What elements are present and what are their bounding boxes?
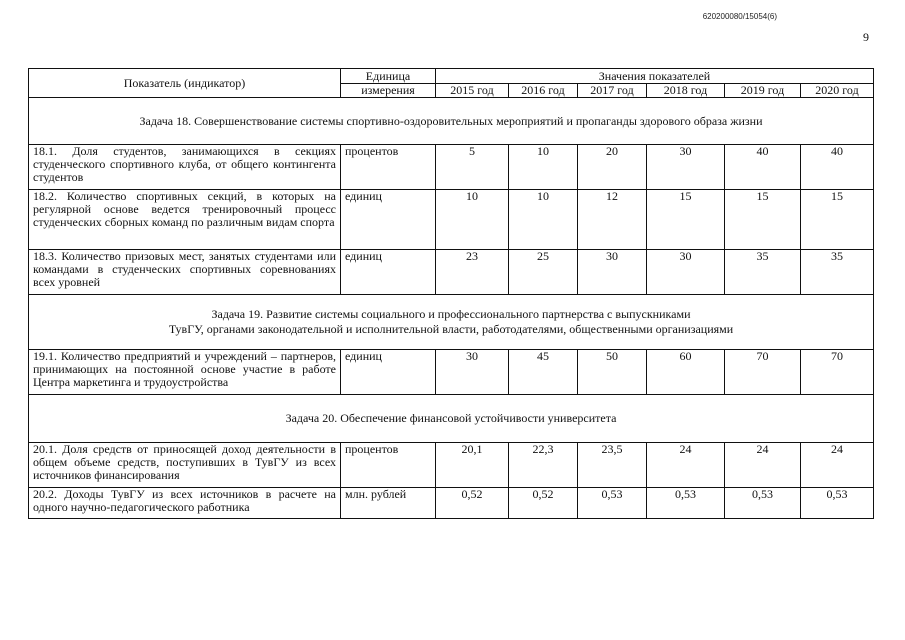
- unit-cell: млн. рублей: [341, 488, 436, 519]
- header-unit-line2: измерения: [341, 84, 436, 98]
- value-cell: 70: [725, 350, 801, 395]
- value-cell: 15: [801, 190, 874, 250]
- value-cell: 40: [725, 145, 801, 190]
- value-cell: 15: [725, 190, 801, 250]
- unit-cell: процентов: [341, 443, 436, 488]
- unit-cell: единиц: [341, 350, 436, 395]
- unit-cell: единиц: [341, 250, 436, 295]
- unit-cell: процентов: [341, 145, 436, 190]
- value-cell: 24: [801, 443, 874, 488]
- value-cell: 30: [647, 145, 725, 190]
- value-cell: 10: [436, 190, 509, 250]
- header-year: 2015 год: [436, 84, 509, 98]
- value-cell: 40: [801, 145, 874, 190]
- task-heading-line: Задача 19. Развитие системы социального и профессионального партнерства с выпускниками: [211, 307, 691, 321]
- header-unit-line1: Единица: [341, 69, 436, 84]
- value-cell: 10: [509, 190, 578, 250]
- indicator-cell: 18.3. Количество призовых мест, занятых студентами или командами в студенческих спортивных соревнованиях всех уровней: [29, 250, 341, 295]
- value-cell: 20,1: [436, 443, 509, 488]
- value-cell: 12: [578, 190, 647, 250]
- header-year: 2017 год: [578, 84, 647, 98]
- table-row: [29, 443, 874, 488]
- indicator-cell: 20.1. Доля средств от приносящей доход деятельности в общем объеме средств, поступивших в ТувГУ из всех источников финансирования: [29, 443, 341, 488]
- value-cell: 5: [436, 145, 509, 190]
- indicator-cell: 20.2. Доходы ТувГУ из всех источников в расчете на одного научно-педагогического работника: [29, 488, 341, 519]
- value-cell: 50: [578, 350, 647, 395]
- value-cell: 25: [509, 250, 578, 295]
- indicator-cell: 18.2. Количество спортивных секций, в которых на регулярной основе ведется тренировочный процесс студенческих сборных команд по различным видам спорта: [29, 190, 341, 250]
- table-row: [29, 350, 874, 395]
- value-cell: 23: [436, 250, 509, 295]
- table-row: [29, 145, 874, 190]
- table-row: [29, 190, 874, 250]
- indicator-cell: 18.1. Доля студентов, занимающихся в секциях студенческого спортивного клуба, от общего контингента студентов: [29, 145, 341, 190]
- value-cell: 0,52: [436, 488, 509, 519]
- header-year: 2018 год: [647, 84, 725, 98]
- task-heading: [29, 98, 874, 145]
- value-cell: 20: [578, 145, 647, 190]
- value-cell: 15: [647, 190, 725, 250]
- task-heading-line: Задача 20. Обеспечение финансовой устойчивости университета: [285, 411, 617, 425]
- value-cell: 23,5: [578, 443, 647, 488]
- document-id: 620200080/15054(6): [702, 12, 777, 21]
- value-cell: 30: [578, 250, 647, 295]
- header-values: Значения показателей: [436, 69, 874, 84]
- unit-cell: единиц: [341, 190, 436, 250]
- value-cell: 0,52: [509, 488, 578, 519]
- header-indicator: Показатель (индикатор): [29, 69, 341, 98]
- value-cell: 45: [509, 350, 578, 395]
- header-year: 2016 год: [509, 84, 578, 98]
- task-heading: [29, 295, 874, 350]
- indicator-cell: 19.1. Количество предприятий и учреждений – партнеров, принимающих на постоянной основе участие в работе Центра маркетинга и трудоустройства: [29, 350, 341, 395]
- indicators-table: [28, 68, 874, 519]
- value-cell: 24: [647, 443, 725, 488]
- value-cell: 35: [801, 250, 874, 295]
- value-cell: 35: [725, 250, 801, 295]
- task-heading-line: Задача 18. Совершенствование системы спортивно-оздоровительных мероприятий и пропаганды здорового образа жизни: [139, 113, 763, 128]
- value-cell: 24: [725, 443, 801, 488]
- value-cell: 22,3: [509, 443, 578, 488]
- value-cell: 60: [647, 350, 725, 395]
- header-year: 2020 год: [801, 84, 874, 98]
- value-cell: 0,53: [801, 488, 874, 519]
- value-cell: 0,53: [578, 488, 647, 519]
- table-row: [29, 250, 874, 295]
- task-heading-line: ТувГУ, органами законодательной и исполнительной власти, работодателями, общественными организациями: [168, 322, 734, 336]
- value-cell: 0,53: [647, 488, 725, 519]
- value-cell: 0,53: [725, 488, 801, 519]
- task-heading: [29, 395, 874, 443]
- value-cell: 10: [509, 145, 578, 190]
- value-cell: 70: [801, 350, 874, 395]
- value-cell: 30: [647, 250, 725, 295]
- table-row: [29, 488, 874, 519]
- header-year: 2019 год: [725, 84, 801, 98]
- page-number: 9: [863, 30, 869, 44]
- value-cell: 30: [436, 350, 509, 395]
